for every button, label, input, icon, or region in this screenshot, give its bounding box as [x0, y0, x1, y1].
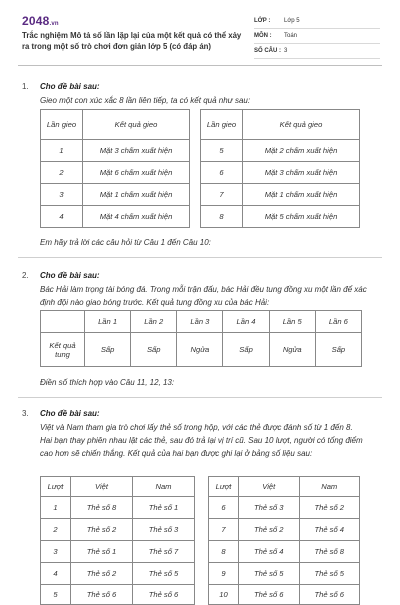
table-row	[41, 140, 190, 162]
table-row	[41, 541, 195, 563]
table-cell: Mặt 6 chấm xuất hiện	[83, 162, 190, 184]
table-cell: 1	[41, 140, 83, 162]
question-number: 1.	[22, 82, 29, 91]
meta-value: Lớp 5	[284, 18, 300, 24]
question-intro: Gieo một con xúc xắc 8 lần liên tiếp, ta có kết quả như sau:	[40, 96, 251, 105]
table-row	[209, 585, 360, 605]
table-row	[41, 333, 362, 367]
table-cell: Thẻ số 3	[239, 497, 300, 519]
question-title: Cho đề bài sau:	[40, 409, 100, 418]
column-header: Lần 4	[223, 311, 269, 333]
table-cell: Thẻ số 5	[133, 563, 195, 585]
table-cell: Ngửa	[269, 333, 315, 367]
column-header: Nam	[133, 477, 195, 497]
question-intro: Việt và Nam tham gia trò chơi lấy thẻ số trong hộp, với các thẻ được đánh số từ 1 đến 8. Hai bạn thay phiên nhau lật các thẻ, sau đó trả lại vị trí cũ. Sau 10 lượt, người có tổng điểm cao hơn sẽ chiến thắng. Kết quả của hai bạn được ghi lại ở bảng số liệu sau:	[40, 423, 363, 458]
table-cell: Thẻ số 8	[299, 541, 360, 563]
table-cell: 1	[41, 497, 71, 519]
table-row	[41, 497, 195, 519]
question-outro: Em hãy trả lời các câu hỏi từ Câu 1 đến Câu 10:	[40, 238, 211, 247]
meta-value: 3	[284, 48, 288, 54]
logo-suffix: .vn	[49, 21, 59, 27]
table-cell: 4	[41, 563, 71, 585]
table-cell: Mặt 2 chấm xuất hiện	[243, 140, 360, 162]
table-row	[41, 184, 190, 206]
column-header: Kết quả gieo	[83, 110, 190, 140]
table-cell: Thẻ số 6	[71, 585, 133, 605]
question-title: Cho đề bài sau:	[40, 271, 100, 280]
table-row	[209, 519, 360, 541]
column-header: Việt	[71, 477, 133, 497]
site-logo[interactable]	[22, 14, 59, 28]
table-cell: 2	[41, 162, 83, 184]
column-header: Lần 3	[177, 311, 223, 333]
table-cell: Thẻ số 8	[71, 497, 133, 519]
card-table-left	[40, 476, 195, 605]
table-cell: Thẻ số 2	[71, 519, 133, 541]
table-cell: Sấp	[85, 333, 131, 367]
table-row	[41, 519, 195, 541]
column-header: Lượt	[41, 477, 71, 497]
column-header: Lần 1	[85, 311, 131, 333]
column-header: Lần 6	[315, 311, 361, 333]
table-cell: Sấp	[315, 333, 361, 367]
table-row	[201, 162, 360, 184]
question-number: 3.	[22, 409, 29, 418]
table-row	[201, 206, 360, 228]
table-cell: Sấp	[131, 333, 177, 367]
table-cell: 8	[201, 206, 243, 228]
table-row	[41, 585, 195, 605]
table-cell: Mặt 1 chấm xuất hiện	[243, 184, 360, 206]
table-cell: 6	[201, 162, 243, 184]
column-header: Lần 5	[269, 311, 315, 333]
table-cell: 9	[209, 563, 239, 585]
table-cell: Mặt 3 chấm xuất hiện	[83, 140, 190, 162]
question-outro: Điền số thích hợp vào Câu 11, 12, 13:	[40, 378, 175, 387]
table-cell: Sấp	[223, 333, 269, 367]
table-cell: Mặt 3 chấm xuất hiện	[243, 162, 360, 184]
column-header	[41, 311, 85, 333]
table-cell: Thẻ số 5	[299, 563, 360, 585]
dice-table-right	[200, 109, 360, 228]
row-label: Kết quả tung	[41, 333, 85, 367]
table-cell: Thẻ số 5	[239, 563, 300, 585]
column-header: Lượt	[209, 477, 239, 497]
table-row	[209, 563, 360, 585]
table-header-row	[41, 311, 362, 333]
column-header: Lần gieo	[41, 110, 83, 140]
table-cell: Thẻ số 7	[133, 541, 195, 563]
dice-table-left	[40, 109, 190, 228]
table-cell: Mặt 1 chấm xuất hiện	[83, 184, 190, 206]
table-cell: Ngửa	[177, 333, 223, 367]
header-divider	[18, 65, 382, 66]
page-header	[0, 0, 400, 64]
table-cell: 5	[201, 140, 243, 162]
table-cell: 7	[209, 519, 239, 541]
table-cell: 2	[41, 519, 71, 541]
meta-key: SỐ CÂU :	[254, 48, 281, 54]
table-cell: Thẻ số 1	[71, 541, 133, 563]
table-cell: 7	[201, 184, 243, 206]
table-header-row	[41, 477, 195, 497]
table-cell: Mặt 5 chấm xuất hiện	[243, 206, 360, 228]
table-cell: 8	[209, 541, 239, 563]
table-cell: 6	[209, 497, 239, 519]
meta-key: MÔN :	[254, 33, 272, 39]
table-cell: Thẻ số 2	[299, 497, 360, 519]
column-header: Lần 2	[131, 311, 177, 333]
table-cell: Thẻ số 6	[299, 585, 360, 605]
table-row	[41, 206, 190, 228]
column-header: Lần gieo	[201, 110, 243, 140]
table-row	[41, 563, 195, 585]
table-cell: Thẻ số 4	[299, 519, 360, 541]
table-header-row	[41, 110, 190, 140]
column-header: Việt	[239, 477, 300, 497]
meta-key: LỚP :	[254, 18, 271, 24]
table-header-row	[201, 110, 360, 140]
table-cell: 3	[41, 541, 71, 563]
meta-row-question-count	[254, 44, 380, 59]
table-row	[201, 184, 360, 206]
table-cell: Thẻ số 2	[239, 519, 300, 541]
table-cell: 10	[209, 585, 239, 605]
column-header: Kết quả gieo	[243, 110, 360, 140]
logo-main: 2048	[22, 14, 50, 28]
meta-value: Toán	[284, 33, 298, 39]
section-divider	[18, 257, 382, 258]
meta-info	[254, 14, 380, 59]
meta-row-class	[254, 14, 380, 29]
table-row	[41, 162, 190, 184]
table-cell: 3	[41, 184, 83, 206]
table-cell: Thẻ số 2	[71, 563, 133, 585]
table-cell: Thẻ số 3	[133, 519, 195, 541]
table-cell: 4	[41, 206, 83, 228]
question-title: Cho đề bài sau:	[40, 82, 100, 91]
table-cell: 5	[41, 585, 71, 605]
card-table-right	[208, 476, 360, 605]
question-number: 2.	[22, 271, 29, 280]
meta-row-subject	[254, 29, 380, 44]
question-intro: Bác Hải làm trọng tài bóng đá. Trong mỗi trận đấu, bác Hải đều tung đồng xu một lần để xác định đội nào giao bóng trước. Kết quả tung đồng xu của bác Hải:	[40, 285, 367, 307]
table-cell: Thẻ số 1	[133, 497, 195, 519]
table-cell: Thẻ số 6	[239, 585, 300, 605]
section-divider	[18, 397, 382, 398]
table-row	[209, 541, 360, 563]
document-title: Trắc nghiệm Mô tả số lần lặp lại của một kết quả có thể xảy ra trong một số trò chơi đơn giản lớp 5 (có đáp án)	[22, 31, 242, 51]
table-header-row	[209, 477, 360, 497]
table-row	[201, 140, 360, 162]
coin-table	[40, 310, 362, 367]
table-cell: Thẻ số 4	[239, 541, 300, 563]
table-row	[209, 497, 360, 519]
table-cell: Mặt 4 chấm xuất hiện	[83, 206, 190, 228]
table-cell: Thẻ số 6	[133, 585, 195, 605]
column-header: Nam	[299, 477, 360, 497]
